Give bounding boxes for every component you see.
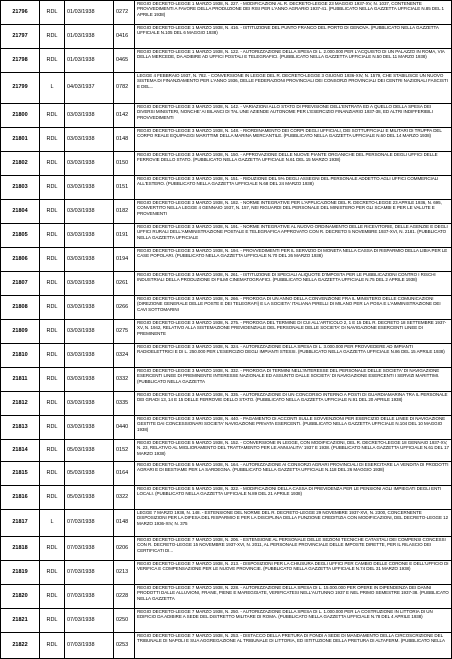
code-cell: 0228 [114,585,135,609]
date-cell: 03/03/1938 [65,272,114,296]
description-cell: REGIO DECRETO-LEGGE 3 MARZO 1938, N. 335. - AUTORIZZAZIONE DI UN CONCORSO INTERNO A POSTI DI GUARDIAMARINA TRA IL PERSONALE DEI GRADI 13, 14 E 15 DELLE FERROVIE DELLO STATO. (PUBBLICATO NELLA GAZZETTA UFFICIALE N.91 DEL 20 APRILE 1938) [135,392,452,416]
date-cell: 03/03/1938 [65,248,114,272]
table-row [1,224,452,248]
act-type-cell: RDL [40,104,65,128]
date-cell: 03/03/1938 [65,416,114,440]
description-cell: REGIO DECRETO-LEGGE 7 MARZO 1938, N. 250. - AUTORIZZAZIONE DELLA SPESA DI L. 1.000.000 PER LA COSTRUZIONE IN LITTORIA DI UN EDIFICIO DA ADIBIRE A SEDE DEL DISTRETTO MILITARE DI ROMA. (PUBBLICATO NELLA GAZZETTA UFFICIALE N.78 DEL 4 APRILE 1938) [135,609,452,633]
act-type-cell: RDL [40,200,65,224]
table-row [1,25,452,49]
act-type-cell: RDL [40,272,65,296]
table-row [1,296,452,320]
description-cell: REGIO DECRETO-LEGGE 5 MARZO 1938, N. 322. - MODIFICAZIONI DELLA CASSA DI PREVIDENZA PER LE PENSIONI AGLI IMPIEGATI DEGLI ENTI LOCALI. (PUBBLICATO NELLA GAZZETTA UFFICIALE N.89 DEL 21 APRILE 1938) [135,486,452,510]
code-cell: 0266 [114,296,135,320]
description-cell: REGIO DECRETO-LEGGE 3 MARZO 1938, N. 182. - NORME INTEGRATIVE PER L'APPLICAZIONE DEL R. DECRETO-LEGGE 23 APRILE 1936, N. 695, CONVERTITO NELLA LEGGE 4 GENNAIO 1937, N. 157, NEI RIGUARDI DEL PERSONALE DEL MINISTERO PER GLI SCAMBI E PER LE VALUTE E PROVENIENTI [135,200,452,224]
description-cell: REGIO DECRETO-LEGGE 7 MARZO 1938, N. 228. - AUTORIZZAZIONE DELLA SPESA DI L. 15.000.000 PER OPERE IN DIPENDENZA DEI DANNI PRODOTTI DALLE ALLUVIONI, FRANE, PIENE E MAREGGIATE, VERIFICATESI NELL'AUTUNNO 1937 E NEL PRIMO SEMESTRE 1937-38. (PUBBLICATO NELLA GAZZETTA [135,585,452,609]
table-row [1,320,452,344]
description-cell: REGIO DECRETO-LEGGE 5 MARZO 1938, N. 164. - AUTORIZZAZIONE AI CONSORZI AGRARI PROVINCIALI DI ESERCITARE LA VENDITA DI PRODOTTI AGRARI E DI BESTIAME PER LA SARDEGNA. (PUBBLICATO NELLA GAZZETTA UFFICIALE N.118 DEL 26 MAGGIO 1938) [135,462,452,486]
row-number-cell: 21803 [1,176,40,200]
row-number-cell: 21814 [1,440,40,462]
row-number-cell: 21821 [1,609,40,633]
code-cell: 0213 [114,561,135,585]
table-row [1,486,452,510]
description-cell: REGIO DECRETO-LEGGE 3 MARZO 1938, N. 148. - RIORDINAMENTO DEI CORPI DEGLI UFFICIALI, DEI SOTTUFFICIALI E MILITARI DI TRUPPA DEL CORPO REALE EQUIPAGGI MARITTIMI DELLA MARINA MERCANTILE. (PUBBLICATO NELLA GAZZETTA UFFICIALE N.60 DEL 14 MARZO 1938) [135,128,452,152]
date-cell: 05/03/1938 [65,486,114,510]
row-number-cell: 21805 [1,224,40,248]
act-type-cell: RDL [40,344,65,368]
row-number-cell: 21817 [1,510,40,537]
code-cell: 0322 [114,486,135,510]
row-number-cell: 21800 [1,104,40,128]
table-row [1,1,452,25]
act-type-cell: RDL [40,49,65,73]
row-number-cell: 21798 [1,49,40,73]
code-cell: 0250 [114,609,135,633]
row-number-cell: 21822 [1,633,40,659]
act-type-cell: RDL [40,128,65,152]
row-number-cell: 21807 [1,272,40,296]
code-cell: 0164 [114,462,135,486]
act-type-cell: RDL [40,25,65,49]
act-type-cell: RDL [40,152,65,176]
table-row [1,609,452,633]
code-cell: 0151 [114,176,135,200]
date-cell: 07/03/1938 [65,537,114,561]
description-cell: REGIO DECRETO-LEGGE 5 MARZO 1938, N. 152. - CONVERSIONE IN LEGGE, CON MODIFICAZIONI, DEL R. DECRETO-LEGGE 18 GENNAIO 1937-XV, N. 23, RELATIVO AL MIGLIORAMENTO DEL TRATTAMENTO PER LE ANNUALITA' 1937 E 1938. (PUBBLICATO NELLA GAZZETTA UFFICIALE N.61 DEL 17 MARZO 1938) [135,440,452,462]
table-row [1,633,452,659]
row-number-cell: 21799 [1,73,40,104]
date-cell: 03/03/1938 [65,344,114,368]
act-type-cell: RDL [40,368,65,392]
table-row [1,104,452,128]
date-cell: 03/03/1938 [65,200,114,224]
description-cell: REGIO DECRETO-LEGGE 1 MARZO 1938, N. 227. - MODIFICAZIONI AL R. DECRETO-LEGGE 23 MAGGIO 1937-XV, N. 1037, CONTENENTE PROVVEDIMENTI A FAVORE DELLA PRODUZIONE DEI RISI PER L'ANNO AGRARIO 1937-41. (PUBBLICATO NELLA GAZZETTA UFFICIALE N.85 DEL 1 APRILE 1938) [135,1,452,25]
row-number-cell: 21801 [1,128,40,152]
code-cell: 0194 [114,248,135,272]
row-number-cell: 21808 [1,296,40,320]
row-number-cell: 21804 [1,200,40,224]
act-type-cell: L [40,510,65,537]
act-type-cell: RDL [40,320,65,344]
code-cell: 0335 [114,392,135,416]
act-type-cell: RDL [40,561,65,585]
description-cell: REGIO DECRETO-LEGGE 3 MARZO 1938, N. 151. - RIDUZIONE DEL 5% DEGLI ASSEGNI DEL PERSONALE ADDETTO AGLI UFFICI COMMERCIALI ALL'ESTERO. (PUBBLICATO NELLA GAZZETTA UFFICIALE N.68 DEL 24 MARZO 1938) [135,176,452,200]
description-cell: REGIO DECRETO-LEGGE 1 MARZO 1938, N. 416. - ISTITUZIONE DEL PUNTO FRANCO DEL PORTO DI GENOVA. (PUBBLICATO NELLA GAZZETTA UFFICIALE N.105 DEL 6 MAGGIO 1938) [135,25,452,49]
code-cell: 0206 [114,537,135,561]
table-row [1,73,452,104]
code-cell: 0332 [114,368,135,392]
description-cell: REGIO DECRETO-LEGGE 7 MARZO 1938, N. 206. - ESTENSIONE AL PERSONALE DELLE SEZIONI TECNICHE CATASTALI DEI COMPENSI CONCESSI CON R. DECRETO-LEGGE 15 NOVEMBRE 1937-XVI, N. 2011, AL PERSONALE PROVINCIALE DELLE IMPOSTE DIRETTE, PER IL RILASCIO DEI CERTIFICATI DI... [135,537,452,561]
description-cell: LEGGE 4 FEBBRAIO 1937, N. 782. - CONVERSIONE IN LEGGE DEL R. DECRETO-LEGGE 3 GIUGNO 1936-XIV, N. 1579, CHE STABILISCE UN NUOVO SISTEMA DI FINANZIAMENTO PER L'ANNO 1936, DELLE FEDERAZIONI PROVINCIALI DEI CONSORZI PROVINCIALI DEI CENTRI NAZIONALI FASCISTI E DEL... [135,73,452,104]
description-cell: REGIO DECRETO-LEGGE 7 MARZO 1938, N. 253. - DISTACCO DELLA PRETURA DI FONDI A SEDE DI MANDAMENTO DELLA CIRCOSCRIZIONE DEL TRIBUNALE DI NAPOLI E SUA AGGREGAZIONE AL TRIBUNALE DI LITTORIA, ED ISTITUZIONE DELLA PRETURA DI ALTAFERM. (PUBBLICATO NELLA [135,633,452,659]
table-row [1,561,452,585]
code-cell: 0416 [114,25,135,49]
description-cell: REGIO DECRETO-LEGGE 3 MARZO 1938, N. 266. - PROROGA DI UN ANNO DELLA CONVENZIONE FRA IL MINISTERO DELLE COMUNICAZIONI (DIREZIONE GENERALE DELLE POSTE E DEI TELEGRAFI) E LA SOCIETA' ITALIANA PIRELLI DI MILANO PER LA POSA E L'AMMINISTRAZIONE DEI CAVI SOTTOMARINI [135,296,452,320]
act-type-cell: RDL [40,462,65,486]
table-row [1,440,452,462]
row-number-cell: 21809 [1,320,40,344]
row-number-cell: 21815 [1,462,40,486]
row-number-cell: 21816 [1,486,40,510]
table-row [1,368,452,392]
table-row [1,462,452,486]
date-cell: 07/03/1938 [65,633,114,659]
code-cell: 0150 [114,152,135,176]
row-number-cell: 21819 [1,561,40,585]
row-number-cell: 21812 [1,392,40,416]
row-number-cell: 21810 [1,344,40,368]
code-cell: 0191 [114,224,135,248]
code-cell: 0148 [114,128,135,152]
table-row [1,392,452,416]
code-cell: 0440 [114,416,135,440]
date-cell: 03/03/1938 [65,176,114,200]
description-cell: REGIO DECRETO-LEGGE 3 MARZO 1938, N. 150. - APPROVAZIONE DELLE NUOVE PIANTE ORGANICHE DEL PERSONALE DEGLI UFFICI DELLE FERROVIE DELLO STATO. (PUBBLICATO NELLA GAZZETTA UFFICIALE N.61 DEL 15 MARZO 1938) [135,152,452,176]
date-cell: 04/03/1937 [65,73,114,104]
table-row [1,128,452,152]
date-cell: 07/03/1938 [65,609,114,633]
code-cell: 0182 [114,200,135,224]
description-cell: REGIO DECRETO-LEGGE 3 MARZO 1938, N. 261. - ISTITUZIONE DI SPECIALI ALIQUOTE D'IMPOSTA PER LE PUBBLICAZIONI CONTRO I RISCHI INDUSTRIALI DELLA PRODUZIONE DI FILMI CINEMATOGRAFICI. (PUBBLICATO NELLA GAZZETTA UFFICIALE N.75 DEL 2 APRILE 1938) [135,272,452,296]
date-cell: 01/03/1938 [65,1,114,25]
act-type-cell: L [40,73,65,104]
row-number-cell: 21820 [1,585,40,609]
description-cell: REGIO DECRETO-LEGGE 3 MARZO 1938, N. 324. - AUTORIZZAZIONE DELLA SPESA DI L. 3.000.000 PER PROVVEDERE AD IMPIANTI RADIOELETTRICI E DI L. 250.000 PER L'ESERCIZIO DEGLI IMPIANTI STESSI. (PUBBLICATO NELLA GAZZETTA UFFICIALE N.86 DEL 15 APRILE 1938) [135,344,452,368]
act-type-cell: RDL [40,248,65,272]
row-number-cell: 21818 [1,537,40,561]
code-cell: 0275 [114,320,135,344]
table-row [1,176,452,200]
date-cell: 03/03/1938 [65,392,114,416]
date-cell: 03/03/1938 [65,320,114,344]
code-cell: 0465 [114,49,135,73]
date-cell: 01/03/1938 [65,25,114,49]
table-row [1,416,452,440]
act-type-cell: RDL [40,296,65,320]
date-cell: 03/03/1938 [65,152,114,176]
date-cell: 01/03/1938 [65,49,114,73]
act-type-cell: RDL [40,585,65,609]
act-type-cell: RDL [40,176,65,200]
description-cell: REGIO DECRETO-LEGGE 3 MARZO 1938, N. 142. - VARIAZIONI ALLO STATO DI PREVISIONE DELL'ENTRATA ED A QUELLO DELLA SPESA DEI DIVERSI MINISTERI, NONCHE' AI BILANCI DI TAL UNE AZIENDE AUTONOME PER L'ESERCIZIO FINANZIARIO 1937-38, ED ALTRI INDIFFERIBILI PROVVEDIMENTI [135,104,452,128]
code-cell: 0148 [114,510,135,537]
row-number-cell: 21806 [1,248,40,272]
description-cell: REGIO DECRETO-LEGGE 3 MARZO 1938, N. 191. - NORME INTEGRATIVE AL NUOVO ORDINAMENTO DELLE RICEVITORIE, DELLE AGENZIE E DEGLI UFFICI RURALI DELL'AMMINISTRAZIONE POSTALE E TELEGRAFICA APPROVATO CON R. DECRETO 5 NOVEMBRE 1937-XVI, N. 2181. (PUBBLICATO NELLA GAZZETTA UFFICIALE [135,224,452,248]
date-cell: 03/03/1938 [65,368,114,392]
act-type-cell: RDL [40,440,65,462]
table-row [1,272,452,296]
act-type-cell: RDL [40,633,65,659]
table-row [1,152,452,176]
date-cell: 03/03/1938 [65,128,114,152]
code-cell: 0253 [114,633,135,659]
table-row [1,248,452,272]
act-type-cell: RDL [40,224,65,248]
description-cell: REGIO DECRETO-LEGGE 1 MARZO 1938, N. 122. - AUTORIZZAZIONE DELLA SPESA DI L. 2.000.000 PER L'ACQUISTO DI UN PALAZZO IN ROMA, VIA DELLA MERCEDE, DA ADIBIRE AD UFFICI POSTALI E TELEGRAFICI. (PUBBLICATO NELLA GAZZETTA UFFICIALE N.50 DEL 11 MARZO 1938) [135,49,452,73]
table-row [1,49,452,73]
row-number-cell: 21796 [1,1,40,25]
act-type-cell: RDL [40,416,65,440]
act-type-cell: RDL [40,392,65,416]
code-cell: 0152 [114,440,135,462]
date-cell: 03/03/1938 [65,296,114,320]
description-cell: LEGGE 7 MARZO 1938, N. 148. - ESTENSIONE DEL NORME DEL R. DECRETO-LEGGE 29 NOVEMBRE 1937-XVI, N. 2300, CONCERNENTE DISPOSIZIONI PER LA DIFESA DEL RISPARMIO E PER LA DISCIPLINA DELLA FUNZIONE CREDITIZIA CON MODIFICAZIONI, DEL DECRETO-LEGGE 12 MARZO 1936-XIV, N. 375 [135,510,452,537]
row-number-cell: 21802 [1,152,40,176]
description-cell: REGIO DECRETO-LEGGE 7 MARZO 1938, N. 213. - DISPOSIZIONI PER LA CHIUSURA DEGLI UFFICI PER CAMBIO DELLE CORONE E DELL'UFFICIO DI VERIFICA E COMPENSAZIONE PER LE NUOVE PROVINCIE. (PUBBLICATO NELLA GAZZETTA UFFICIALE N.74 DEL 31 MARZO 1938) [135,561,452,585]
row-number-cell: 21797 [1,25,40,49]
date-cell: 07/03/1938 [65,585,114,609]
description-cell: REGIO DECRETO-LEGGE 3 MARZO 1938, N. 194. - PROVVEDIMENTI PER IL SERVIZIO DI MONETA NELLA CASSA DI RISPARMIO DELLA LIBIA PER LE CASE POPOLARI. (PUBBLICATO NELLA GAZZETTA UFFICIALE N.70 DEL 26 MARZO 1938) [135,248,452,272]
table-row [1,585,452,609]
description-cell: REGIO DECRETO-LEGGE 3 MARZO 1938, N. 275. - PROROGA DEL TERMINE DI CUI ALL'ARTICOLO 2, 1 E 15 DEL R. DECRETO 18 SETTEMBRE 1937-XV, N. 1942, RELATIVO ALLA SISTEMAZIONE PREVIDENZIALE DEL PERSONALE DELLE SOCIETA' DI NAVIGAZIONE ESERCENTI LINEE DI PREMINENTE [135,320,452,344]
table-row [1,537,452,561]
code-cell: 0142 [114,104,135,128]
description-cell: REGIO DECRETO-LEGGE 3 MARZO 1938, N. 332. - PROROGA DI TERMINI NELL'INTERESSE DEL PERSONALE DELLE SOCIETA' DI NAVIGAZIONE ESERCENTI LINEE DI PREMINENTE INTERESSE NAZIONALE ED ASSUNTO DALLE SOCIETA' DI NAVIGAZIONE ESERCENTI I SERVIZI MARITTIMI. (PUBBLICATO NELLA GAZZETTA [135,368,452,392]
table-row [1,200,452,224]
row-number-cell: 21813 [1,416,40,440]
act-type-cell: RDL [40,1,65,25]
date-cell: 05/03/1938 [65,462,114,486]
decree-table-body [1,1,452,659]
table-row [1,344,452,368]
code-cell: 0261 [114,272,135,296]
act-type-cell: RDL [40,537,65,561]
date-cell: 07/03/1938 [65,510,114,537]
code-cell: 0324 [114,344,135,368]
act-type-cell: RDL [40,486,65,510]
act-type-cell: RDL [40,609,65,633]
description-cell: REGIO DECRETO-LEGGE 3 MARZO 1938, N. 440. - PAGAMENTO DI ACCONTI SULLE SOVVENZIONI PER ESERCIZIO DELLE LINEE DI NAVIGAZIONE GESTITE DAI CONCESSIONARI SOCIETA' NAVIGAZIONE PRIVATA ESERCENTI. (PUBBLICATO NELLA GAZZETTA UFFICIALE N.104 DEL 10 MAGGIO 1938) [135,416,452,440]
date-cell: 05/03/1938 [65,440,114,462]
code-cell: 0782 [114,73,135,104]
date-cell: 03/03/1938 [65,104,114,128]
row-number-cell: 21811 [1,368,40,392]
table-row [1,510,452,537]
date-cell: 07/03/1938 [65,561,114,585]
code-cell: 0272 [114,1,135,25]
date-cell: 03/03/1938 [65,224,114,248]
